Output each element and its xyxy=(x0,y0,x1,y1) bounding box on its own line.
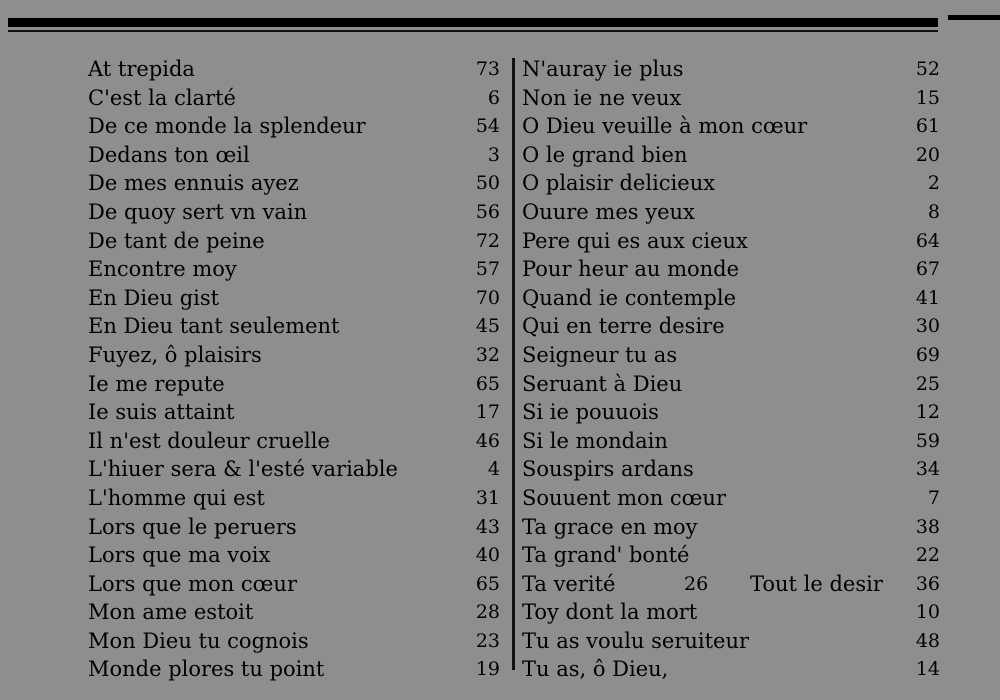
page-number: 10 xyxy=(915,601,940,624)
index-entry xyxy=(88,141,500,170)
page-number: 17 xyxy=(475,401,500,424)
page-number: 48 xyxy=(915,629,940,652)
index-entry xyxy=(522,84,940,113)
incipit: Lors que le peruers xyxy=(88,514,297,539)
index-entry xyxy=(88,284,500,313)
index-entry xyxy=(88,112,500,141)
page-number: 28 xyxy=(475,601,500,624)
incipit: Pour heur au monde xyxy=(522,257,740,282)
index-entry xyxy=(522,141,940,170)
index-entry xyxy=(88,427,500,456)
incipit: L'homme qui est xyxy=(88,485,265,510)
page-number: 14 xyxy=(915,658,940,681)
index-entry xyxy=(522,198,940,227)
left-index-column xyxy=(88,55,500,684)
top-rule-thin xyxy=(8,30,938,32)
index-entry xyxy=(522,570,940,599)
index-entry xyxy=(522,655,940,684)
index-entry xyxy=(522,284,940,313)
page-number: 69 xyxy=(915,343,940,366)
index-entry xyxy=(88,370,500,399)
incipit: Ta grand' bonté xyxy=(522,543,690,568)
index-entry xyxy=(88,484,500,513)
incipit: En Dieu gist xyxy=(88,285,220,310)
incipit: De ce monde la splendeur xyxy=(88,114,366,139)
page-number: 72 xyxy=(475,229,500,252)
incipit: Lors que ma voix xyxy=(88,543,271,568)
page-number: 36 xyxy=(915,572,940,595)
index-entry xyxy=(88,570,500,599)
incipit: Monde plores tu point xyxy=(88,657,325,682)
page-number: 2 xyxy=(927,172,940,195)
incipit: Si ie pouuois xyxy=(522,400,659,425)
incipit: Toy dont la mort xyxy=(522,600,698,625)
index-entry xyxy=(522,484,940,513)
incipit: Souspirs ardans xyxy=(522,457,694,482)
index-entry xyxy=(88,55,500,84)
index-entry xyxy=(88,513,500,542)
incipit: De mes ennuis ayez xyxy=(88,171,299,196)
page-number: 4 xyxy=(487,458,500,481)
page-number: 73 xyxy=(475,58,500,80)
index-entry xyxy=(88,455,500,484)
index-entry xyxy=(88,227,500,256)
page-number: 19 xyxy=(475,658,500,681)
page-number: 65 xyxy=(475,372,500,395)
incipit: Ta grace en moy xyxy=(522,514,698,539)
incipit: Mon ame estoit xyxy=(88,600,254,625)
incipit: Dedans ton œil xyxy=(88,142,250,167)
index-entry xyxy=(522,598,940,627)
incipit: Qui en terre desire xyxy=(522,314,725,339)
incipit: En Dieu tant seulement xyxy=(88,314,340,339)
right-index-column xyxy=(522,55,940,684)
incipit: L'hiuer sera & l'esté variable xyxy=(88,457,398,482)
page-number: 45 xyxy=(475,315,500,338)
page-number: 32 xyxy=(475,343,500,366)
page-number: 30 xyxy=(915,315,940,338)
index-entry xyxy=(88,312,500,341)
inline-page-number: 26 xyxy=(684,572,709,595)
incipit: At trepida xyxy=(88,57,195,81)
page-number: 59 xyxy=(915,429,940,452)
incipit: Quand ie contemple xyxy=(522,285,737,310)
incipit: Seruant à Dieu xyxy=(522,371,683,396)
incipit: Encontre moy xyxy=(88,257,237,282)
page-number: 7 xyxy=(927,486,940,509)
page-number: 34 xyxy=(915,458,940,481)
incipit: Ta verité xyxy=(522,571,616,596)
incipit: N'auray ie plus xyxy=(522,57,684,81)
page-number: 61 xyxy=(915,115,940,138)
page-number: 38 xyxy=(915,515,940,538)
page-number: 31 xyxy=(475,486,500,509)
page-number: 8 xyxy=(927,200,940,223)
page-number: 6 xyxy=(487,86,500,109)
index-entry xyxy=(522,370,940,399)
page-number: 46 xyxy=(475,429,500,452)
incipit: De tant de peine xyxy=(88,228,265,253)
incipit: De quoy sert vn vain xyxy=(88,199,308,224)
page-number: 41 xyxy=(915,286,940,309)
incipit: Souuent mon cœur xyxy=(522,485,726,510)
index-entry xyxy=(522,427,940,456)
page-number: 50 xyxy=(475,172,500,195)
incipit: Pere qui es aux cieux xyxy=(522,228,748,253)
page-number: 64 xyxy=(915,229,940,252)
page-number: 15 xyxy=(915,86,940,109)
incipit: Seigneur tu as xyxy=(522,342,678,367)
incipit: Lors que mon cœur xyxy=(88,571,297,596)
page-number: 70 xyxy=(475,286,500,309)
incipit: Non ie ne veux xyxy=(522,85,682,110)
index-entry xyxy=(522,227,940,256)
page-number: 43 xyxy=(475,515,500,538)
page-number: 3 xyxy=(487,143,500,166)
index-entry xyxy=(88,398,500,427)
incipit: C'est la clarté xyxy=(88,85,236,110)
page-number: 25 xyxy=(915,372,940,395)
page-number: 67 xyxy=(915,258,940,281)
page-number: 56 xyxy=(475,200,500,223)
incipit: Ie me repute xyxy=(88,371,225,396)
column-divider xyxy=(512,58,515,670)
incipit: Si le mondain xyxy=(522,428,668,453)
incipit: Il n'est douleur cruelle xyxy=(88,428,330,453)
incipit: O Dieu veuille à mon cœur xyxy=(522,114,808,139)
index-entry xyxy=(522,398,940,427)
index-entry xyxy=(522,341,940,370)
index-entry xyxy=(522,627,940,656)
incipit: O plaisir delicieux xyxy=(522,171,716,196)
page-number: 20 xyxy=(915,143,940,166)
page-number: 40 xyxy=(475,544,500,567)
incipit: Fuyez, ô plaisirs xyxy=(88,342,262,367)
index-entry xyxy=(522,541,940,570)
index-entry xyxy=(88,84,500,113)
incipit: Mon Dieu tu cognois xyxy=(88,628,309,653)
index-entry xyxy=(88,198,500,227)
incipit: O le grand bien xyxy=(522,142,688,167)
index-entry xyxy=(88,627,500,656)
page-number: 12 xyxy=(915,401,940,424)
incipit: Tu as voulu seruiteur xyxy=(522,628,750,653)
page-number: 22 xyxy=(915,544,940,567)
top-rule-right xyxy=(948,15,1000,20)
page-number: 23 xyxy=(475,629,500,652)
page-number: 52 xyxy=(915,58,940,80)
index-entry xyxy=(88,255,500,284)
page-number: 54 xyxy=(475,115,500,138)
incipit: Ie suis attaint xyxy=(88,400,235,425)
index-entry xyxy=(522,255,940,284)
index-entry xyxy=(522,55,940,84)
incipit: Ouure mes yeux xyxy=(522,199,695,224)
incipit: Tu as, ô Dieu, xyxy=(522,657,669,682)
index-entry xyxy=(88,541,500,570)
index-entry xyxy=(522,455,940,484)
top-rule-thick xyxy=(8,18,938,27)
index-entry xyxy=(88,169,500,198)
index-entry xyxy=(522,112,940,141)
index-entry xyxy=(522,312,940,341)
index-entry xyxy=(522,169,940,198)
page-number: 65 xyxy=(475,572,500,595)
index-entry xyxy=(88,341,500,370)
index-entry xyxy=(522,513,940,542)
inline-incipit: Tout le desir xyxy=(750,571,883,596)
page-number: 57 xyxy=(475,258,500,281)
index-entry xyxy=(88,598,500,627)
index-entry xyxy=(88,655,500,684)
